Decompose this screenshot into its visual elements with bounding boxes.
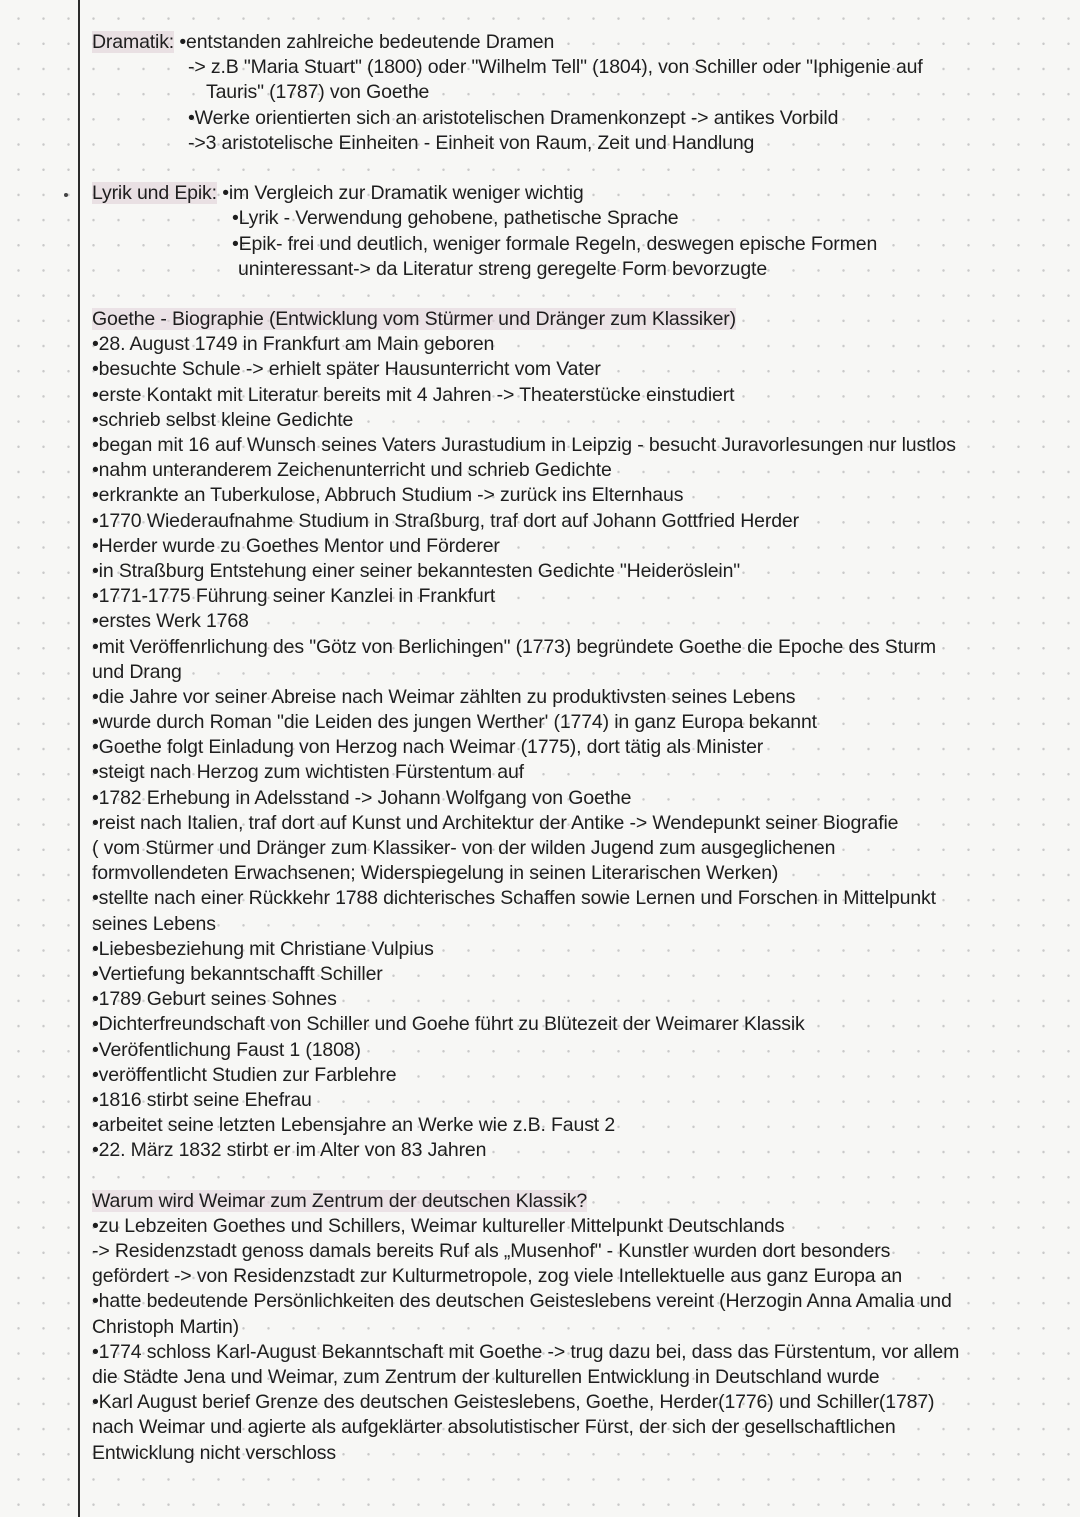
- spacer: [92, 1163, 1052, 1188]
- list-item: •1770 Wiederaufnahme Studium in Straßburg, traf dort auf Johann Gottfried Herder: [92, 509, 799, 532]
- list-item: •erkrankte an Tuberkulose, Abbruch Studium -> zurück ins Elternhaus: [92, 484, 684, 507]
- list-item-continuation: Entwicklung nicht verschloss: [92, 1441, 336, 1464]
- lyrik-label: Lyrik und Epik:: [92, 182, 217, 205]
- list-item: •22. März 1832 stirbt er im Alter von 83 Jahren: [92, 1139, 487, 1162]
- lyrik-text: •im Vergleich zur Dramatik weniger wichtig: [222, 182, 584, 205]
- list-item: •Vertiefung bekanntschafft Schiller: [92, 962, 383, 985]
- list-item-continuation: ( vom Stürmer und Dränger zum Klassiker- von der wilden Jugend zum ausgeglichenen: [92, 837, 836, 859]
- list-item: •1816 stirbt seine Ehefrau: [92, 1088, 312, 1111]
- list-item: •mit Veröffenrlichung des "Götz von Berlichingen" (1773) begründete Goethe die Epoche des Sturm: [92, 635, 936, 658]
- list-item: •erstes Werk 1768: [92, 610, 249, 633]
- list-item-continuation: formvollendeten Erwachsenen; Widerspiegelung in seinen Literarischen Werken): [92, 862, 779, 885]
- note-page: [92, 30, 1052, 1466]
- list-item: •schrieb selbst kleine Gedichte: [92, 408, 354, 431]
- list-item: •1789 Geburt seines Sohnes: [92, 988, 337, 1011]
- list-item: •wurde durch Roman "die Leiden des jungen Werther' (1774) in ganz Europa bekannt: [92, 711, 817, 734]
- spacer: [92, 156, 1052, 181]
- list-item-continuation: die Städte Jena und Weimar, zum Zentrum der kulturellen Entwicklung in Deutschland wurde: [92, 1365, 880, 1388]
- list-item-continuation: gefördert -> von Residenzstadt zur Kulturmetropole, zog viele Intellektuelle aus ganz Europa an: [92, 1265, 903, 1288]
- list-item: •Herder wurde zu Goethes Mentor und Förderer: [92, 534, 500, 557]
- list-item: •veröffentlicht Studien zur Farblehre: [92, 1063, 397, 1086]
- margin-line: [78, 0, 80, 1517]
- dramatik-line-3: Tauris" (1787) von Goethe: [206, 81, 430, 104]
- list-item-continuation: Christoph Martin): [92, 1315, 239, 1338]
- list-item-continuation: nach Weimar und agierte als aufgeklärter absolutistischer Fürst, der sich der gesellschaftlichen: [92, 1416, 896, 1439]
- list-item: •began mit 16 auf Wunsch seines Vaters Jurastudium in Leipzig - besucht Juravorlesungen nur lustlos: [92, 434, 956, 456]
- weimar-heading: Warum wird Weimar zum Zentrum der deutschen Klassik?: [92, 1189, 588, 1212]
- dramatik-line-2: -> z.B "Maria Stuart" (1800) oder "Wilhelm Tell" (1804), von Schiller oder "Iphigenie auf: [188, 56, 923, 79]
- list-item: •Liebesbeziehung mit Christiane Vulpius: [92, 937, 434, 960]
- lyrik-line-1: [92, 181, 1052, 206]
- list-item: •Dichterfreundschaft von Schiller und Goehe führt zu Blütezeit der Weimarer Klassik: [92, 1013, 805, 1036]
- list-item: •nahm unteranderem Zeichenunterricht und schrieb Gedichte: [92, 459, 612, 482]
- list-item: •stellte nach einer Rückkehr 1788 dichterisches Schaffen sowie Lernen und Forschen in Mittelpunkt: [92, 887, 936, 910]
- list-item: •in Straßburg Entstehung einer seiner bekanntesten Gedichte "Heideröslein": [92, 559, 741, 582]
- list-item: •reist nach Italien, traf dort auf Kunst und Architektur der Antike -> Wendepunkt seiner Biografie: [92, 811, 899, 834]
- lyrik-line-3: •Epik- frei und deutlich, weniger formale Regeln, deswegen epische Formen: [232, 232, 878, 255]
- dramatik-line-4: •Werke orientierten sich an aristotelischen Dramenkonzept -> antikes Vorbild: [188, 106, 839, 129]
- lyrik-line-2: •Lyrik - Verwendung gehobene, pathetische Sprache: [232, 207, 679, 230]
- list-item: •1774 schloss Karl-August Bekanntschaft mit Goethe -> trug dazu bei, dass das Fürstentum, vor allem: [92, 1340, 960, 1363]
- dramatik-line-5: ->3 aristotelische Einheiten - Einheit von Raum, Zeit und Handlung: [188, 131, 755, 154]
- list-item: •erste Kontakt mit Literatur bereits mit 4 Jahren -> Theaterstücke einstudiert: [92, 383, 735, 406]
- list-item: •28. August 1749 in Frankfurt am Main geboren: [92, 333, 495, 356]
- list-item: •die Jahre vor seiner Abreise nach Weimar zählten zu produktivsten seines Lebens: [92, 685, 796, 708]
- dramatik-line-1: [92, 30, 1052, 55]
- list-item-continuation: seines Lebens: [92, 912, 216, 935]
- list-item: •steigt nach Herzog zum wichtisten Fürstentum auf: [92, 761, 524, 784]
- list-item: -> Residenzstadt genoss damals bereits Ruf als „Musenhof" - Kunstler wurden dort besonders: [92, 1240, 891, 1262]
- lyrik-line-4: uninteressant-> da Literatur streng geregelte Form bevorzugte: [238, 257, 768, 280]
- weimar-heading-line: [92, 1189, 1052, 1214]
- list-item: •Karl August berief Grenze des deutschen Geisteslebens, Goethe, Herder(1776) und Schiller(1787): [92, 1391, 935, 1414]
- list-item: •1771-1775 Führung seiner Kanzlei in Frankfurt: [92, 585, 496, 608]
- list-item-continuation: und Drang: [92, 660, 182, 683]
- dramatik-label: Dramatik:: [92, 31, 175, 53]
- list-item: •besuchte Schule -> erhielt später Hausunterricht vom Vater: [92, 358, 601, 381]
- margin-dot: [64, 193, 68, 197]
- goethe-heading: Goethe - Biographie (Entwicklung vom Stürmer und Dränger zum Klassiker): [92, 308, 736, 331]
- list-item: •arbeitet seine letzten Lebensjahre an Werke wie z.B. Faust 2: [92, 1114, 616, 1137]
- list-item: •Goethe folgt Einladung von Herzog nach Weimar (1775), dort tätig als Minister: [92, 736, 764, 759]
- spacer: [92, 282, 1052, 307]
- dramatik-text: •entstanden zahlreiche bedeutende Dramen: [179, 31, 555, 53]
- list-item: •zu Lebzeiten Goethes und Schillers, Weimar kultureller Mittelpunkt Deutschlands: [92, 1214, 785, 1237]
- list-item: •hatte bedeutende Persönlichkeiten des deutschen Geisteslebens vereint (Herzogin Anna Amalia und: [92, 1290, 952, 1313]
- list-item: •1782 Erhebung in Adelsstand -> Johann Wolfgang von Goethe: [92, 786, 632, 809]
- list-item: •Veröfentlichung Faust 1 (1808): [92, 1038, 361, 1061]
- goethe-heading-line: [92, 307, 1052, 332]
